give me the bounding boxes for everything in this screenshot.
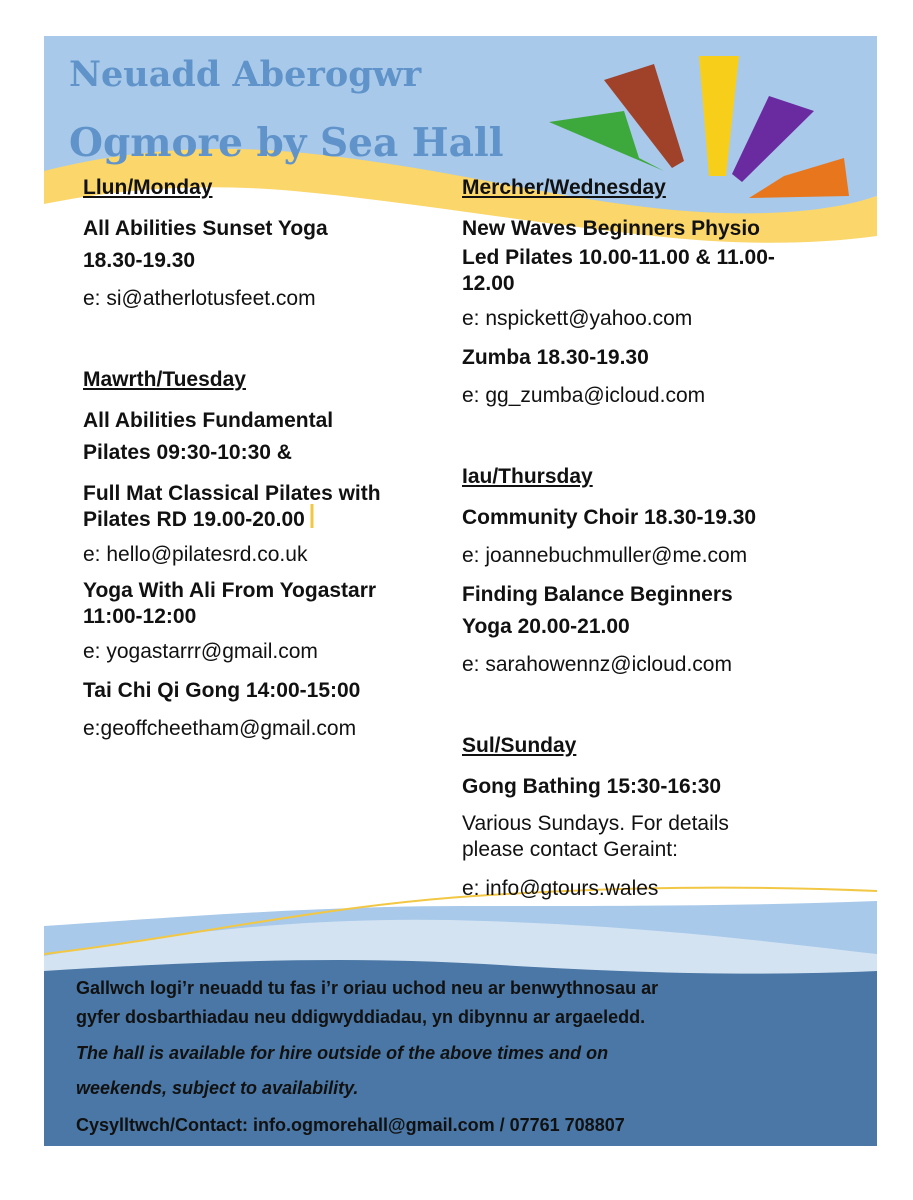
sunday-email: e: info@gtours.wales — [462, 877, 659, 900]
footer-english-line1: The hall is available for hire outside of the above times and on — [76, 1043, 609, 1063]
footer-welsh-line1: Gallwch logi’r neuadd tu fas i’r oriau uchod neu ar benwythnosau ar — [76, 978, 659, 998]
tuesday-activity3-line2: 11:00-12:00 — [83, 605, 197, 628]
tuesday-activity1-line1: All Abilities Fundamental — [83, 409, 334, 432]
thursday-activity2-line2: Yoga 20.00-21.00 — [462, 615, 630, 638]
tuesday-activity2-line1: Full Mat Classical Pilates with — [83, 482, 381, 505]
tuesday-email2: e: yogastarrr@gmail.com — [83, 640, 318, 663]
tuesday-activity3-line1: Yoga With Ali From Yogastarr — [83, 579, 377, 602]
left-column — [83, 176, 453, 752]
day-sunday: Sul/Sunday — [462, 734, 577, 757]
title-welsh: Neuadd Aberogwr — [69, 54, 422, 95]
footer-english-line2: weekends, subject to availability. — [76, 1078, 359, 1098]
footer — [76, 974, 856, 1142]
wednesday-activity1-line2: Led Pilates 10.00-11.00 & 11.00- — [462, 246, 775, 269]
footer-welsh-line2: gyfer dosbarthiadau neu ddigwyddiadau, yn dibynnu ar argaeledd. — [76, 1007, 646, 1027]
monday-email: e: si@atherlotusfeet.com — [83, 287, 316, 310]
wednesday-activity1-line1: New Waves Beginners Physio — [462, 217, 760, 240]
right-column — [462, 176, 862, 912]
thursday-email2: e: sarahowennz@icloud.com — [462, 653, 732, 676]
monday-time: 18.30-19.30 — [83, 249, 196, 272]
wednesday-email1: e: nspickett@yahoo.com — [462, 307, 693, 330]
sunday-note-line1: Various Sundays. For details — [462, 812, 729, 835]
spacer — [462, 419, 862, 465]
title-english: Ogmore by Sea Hall — [69, 120, 504, 166]
spacer — [462, 688, 862, 734]
sunday-note-line2: please contact Geraint: — [462, 838, 678, 861]
thursday-activity2-line1: Finding Balance Beginners — [462, 583, 733, 606]
spacer — [83, 322, 453, 368]
day-tuesday: Mawrth/Tuesday — [83, 368, 246, 391]
tuesday-activity4: Tai Chi Qi Gong 14:00-15:00 — [83, 679, 361, 702]
tuesday-email1: e: hello@pilatesrd.co.uk — [83, 543, 308, 566]
day-wednesday: Mercher/Wednesday — [462, 176, 666, 199]
sunday-activity: Gong Bathing 15:30-16:30 — [462, 775, 722, 798]
tuesday-activity2-line2: Pilates RD 19.00-20.00 — [83, 508, 305, 531]
wednesday-activity2: Zumba 18.30-19.30 — [462, 346, 649, 369]
day-monday: Llun/Monday — [83, 176, 213, 199]
thursday-activity1: Community Choir 18.30-19.30 — [462, 506, 757, 529]
wednesday-activity1-line3: 12.00 — [462, 272, 515, 295]
thursday-email1: e: joannebuchmuller@me.com — [462, 544, 748, 567]
monday-activity: All Abilities Sunset Yoga — [83, 217, 328, 240]
tuesday-email3: e:geoffcheetham@gmail.com — [83, 717, 357, 740]
poster — [44, 36, 877, 1146]
day-thursday: Iau/Thursday — [462, 465, 593, 488]
tuesday-activity1-line2: Pilates 09:30-10:30 & — [83, 441, 292, 464]
wednesday-email2: e: gg_zumba@icloud.com — [462, 384, 706, 407]
footer-contact: Cysylltwch/Contact: info.ogmorehall@gmail.com / 07761 708807 — [76, 1115, 625, 1135]
